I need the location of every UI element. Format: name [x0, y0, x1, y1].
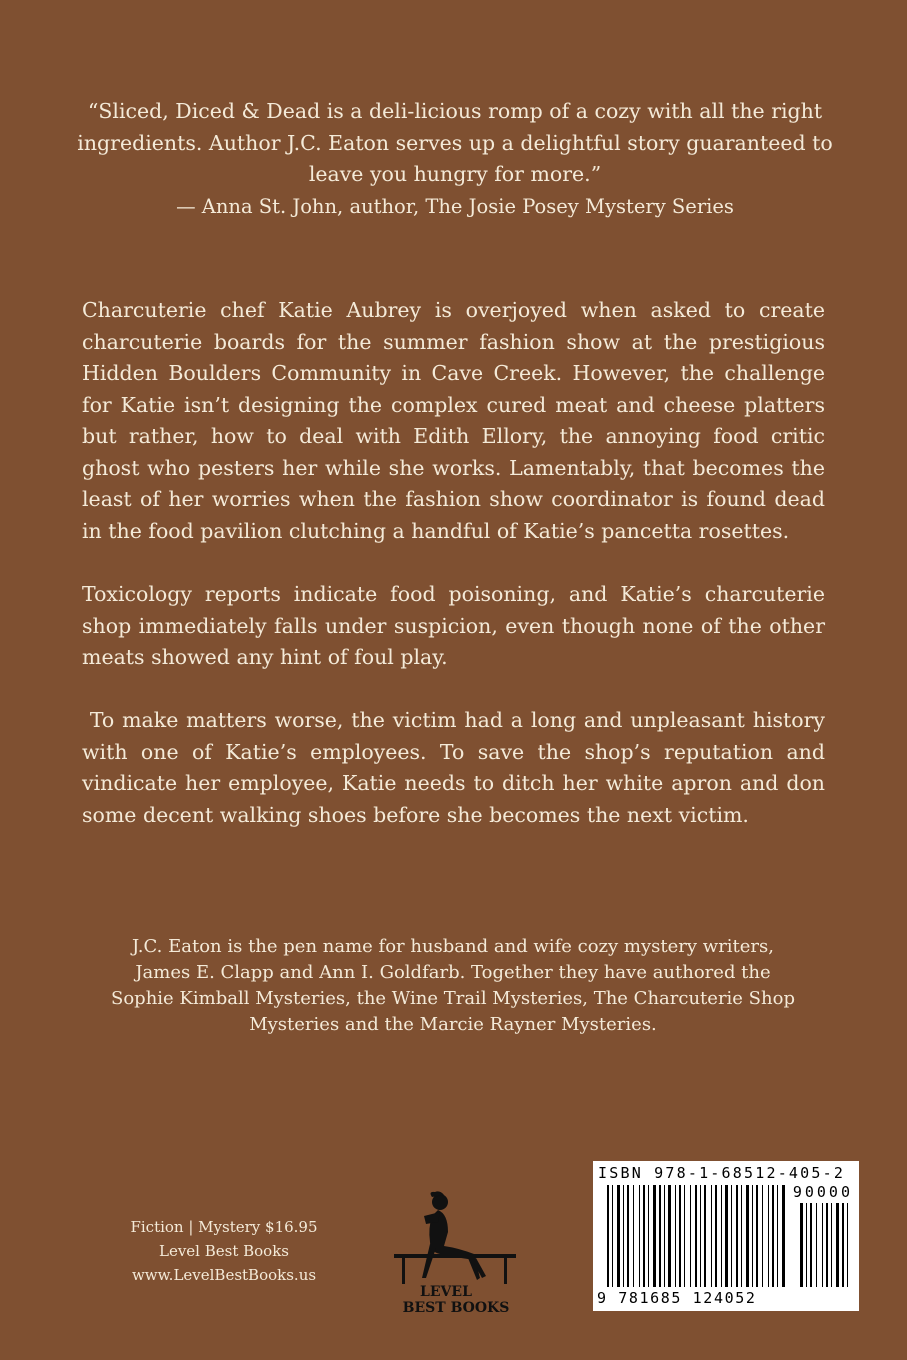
isbn-barcode	[593, 1161, 859, 1311]
isbn-label: ISBN 978-1-68512-405-2	[598, 1164, 846, 1182]
quote-attribution: — Anna St. John, author, The Josie Posey Mystery Series	[176, 194, 734, 218]
imprint-block	[108, 1215, 340, 1287]
publisher-website: www.LevelBestBooks.us	[131, 1266, 317, 1284]
category-price: Fiction | Mystery $16.95	[130, 1218, 318, 1236]
price-code: 90000	[792, 1183, 853, 1201]
endorsement-quote	[60, 96, 850, 222]
publisher-name: Level Best Books	[158, 1242, 290, 1260]
barcode-digits: 9 781685 124052	[597, 1289, 757, 1307]
blurb-paragraph-1: Charcuterie chef Katie Aubrey is overjoyed when asked to create charcuterie boards for the summer fashion show at the prestigious Hidden Boulders Community in Cave Creek. However, the challenge for Katie isn’t designing the complex cured meat and cheese platters but rather, how to deal with Edith Ellory, the annoying food critic ghost who pesters her while she works. Lamentably, that becomes the least of her worries when the fashion show coordinator is found dead in the food pavilion clutching a handful of Katie’s pancetta rosettes.	[82, 298, 825, 543]
logo-text-level: LEVEL	[420, 1284, 472, 1300]
logo-text-best-books: BEST BOOKS	[402, 1300, 510, 1314]
reading-woman-logo-icon	[388, 1188, 520, 1314]
quote-text: “Sliced, Diced & Dead is a deli-licious romp of a cozy with all the right ingredients. Author J.C. Eaton serves up a delightful story guaranteed to leave you hungry for more.”	[77, 99, 833, 186]
blurb-paragraph-2: Toxicology reports indicate food poisoning, and Katie’s charcuterie shop immediately falls under suspicion, even though none of the other meats showed any hint of foul play.	[82, 582, 825, 669]
author-bio: J.C. Eaton is the pen name for husband and wife cozy mystery writers, James E. Clapp and Ann I. Goldfarb. Together they have authored the Sophie Kimball Mysteries, the Wine Trail Mysteries, The Charcuterie Shop Mysteries and the Marcie Rayner Mysteries.	[111, 936, 795, 1035]
blurb-paragraph-3: To make matters worse, the victim had a long and unpleasant history with one of Katie’s employees. To save the shop’s reputation and vindicate her employee, Katie needs to ditch her white apron and don some decent walking shoes before she becomes the next victim.	[82, 708, 832, 827]
